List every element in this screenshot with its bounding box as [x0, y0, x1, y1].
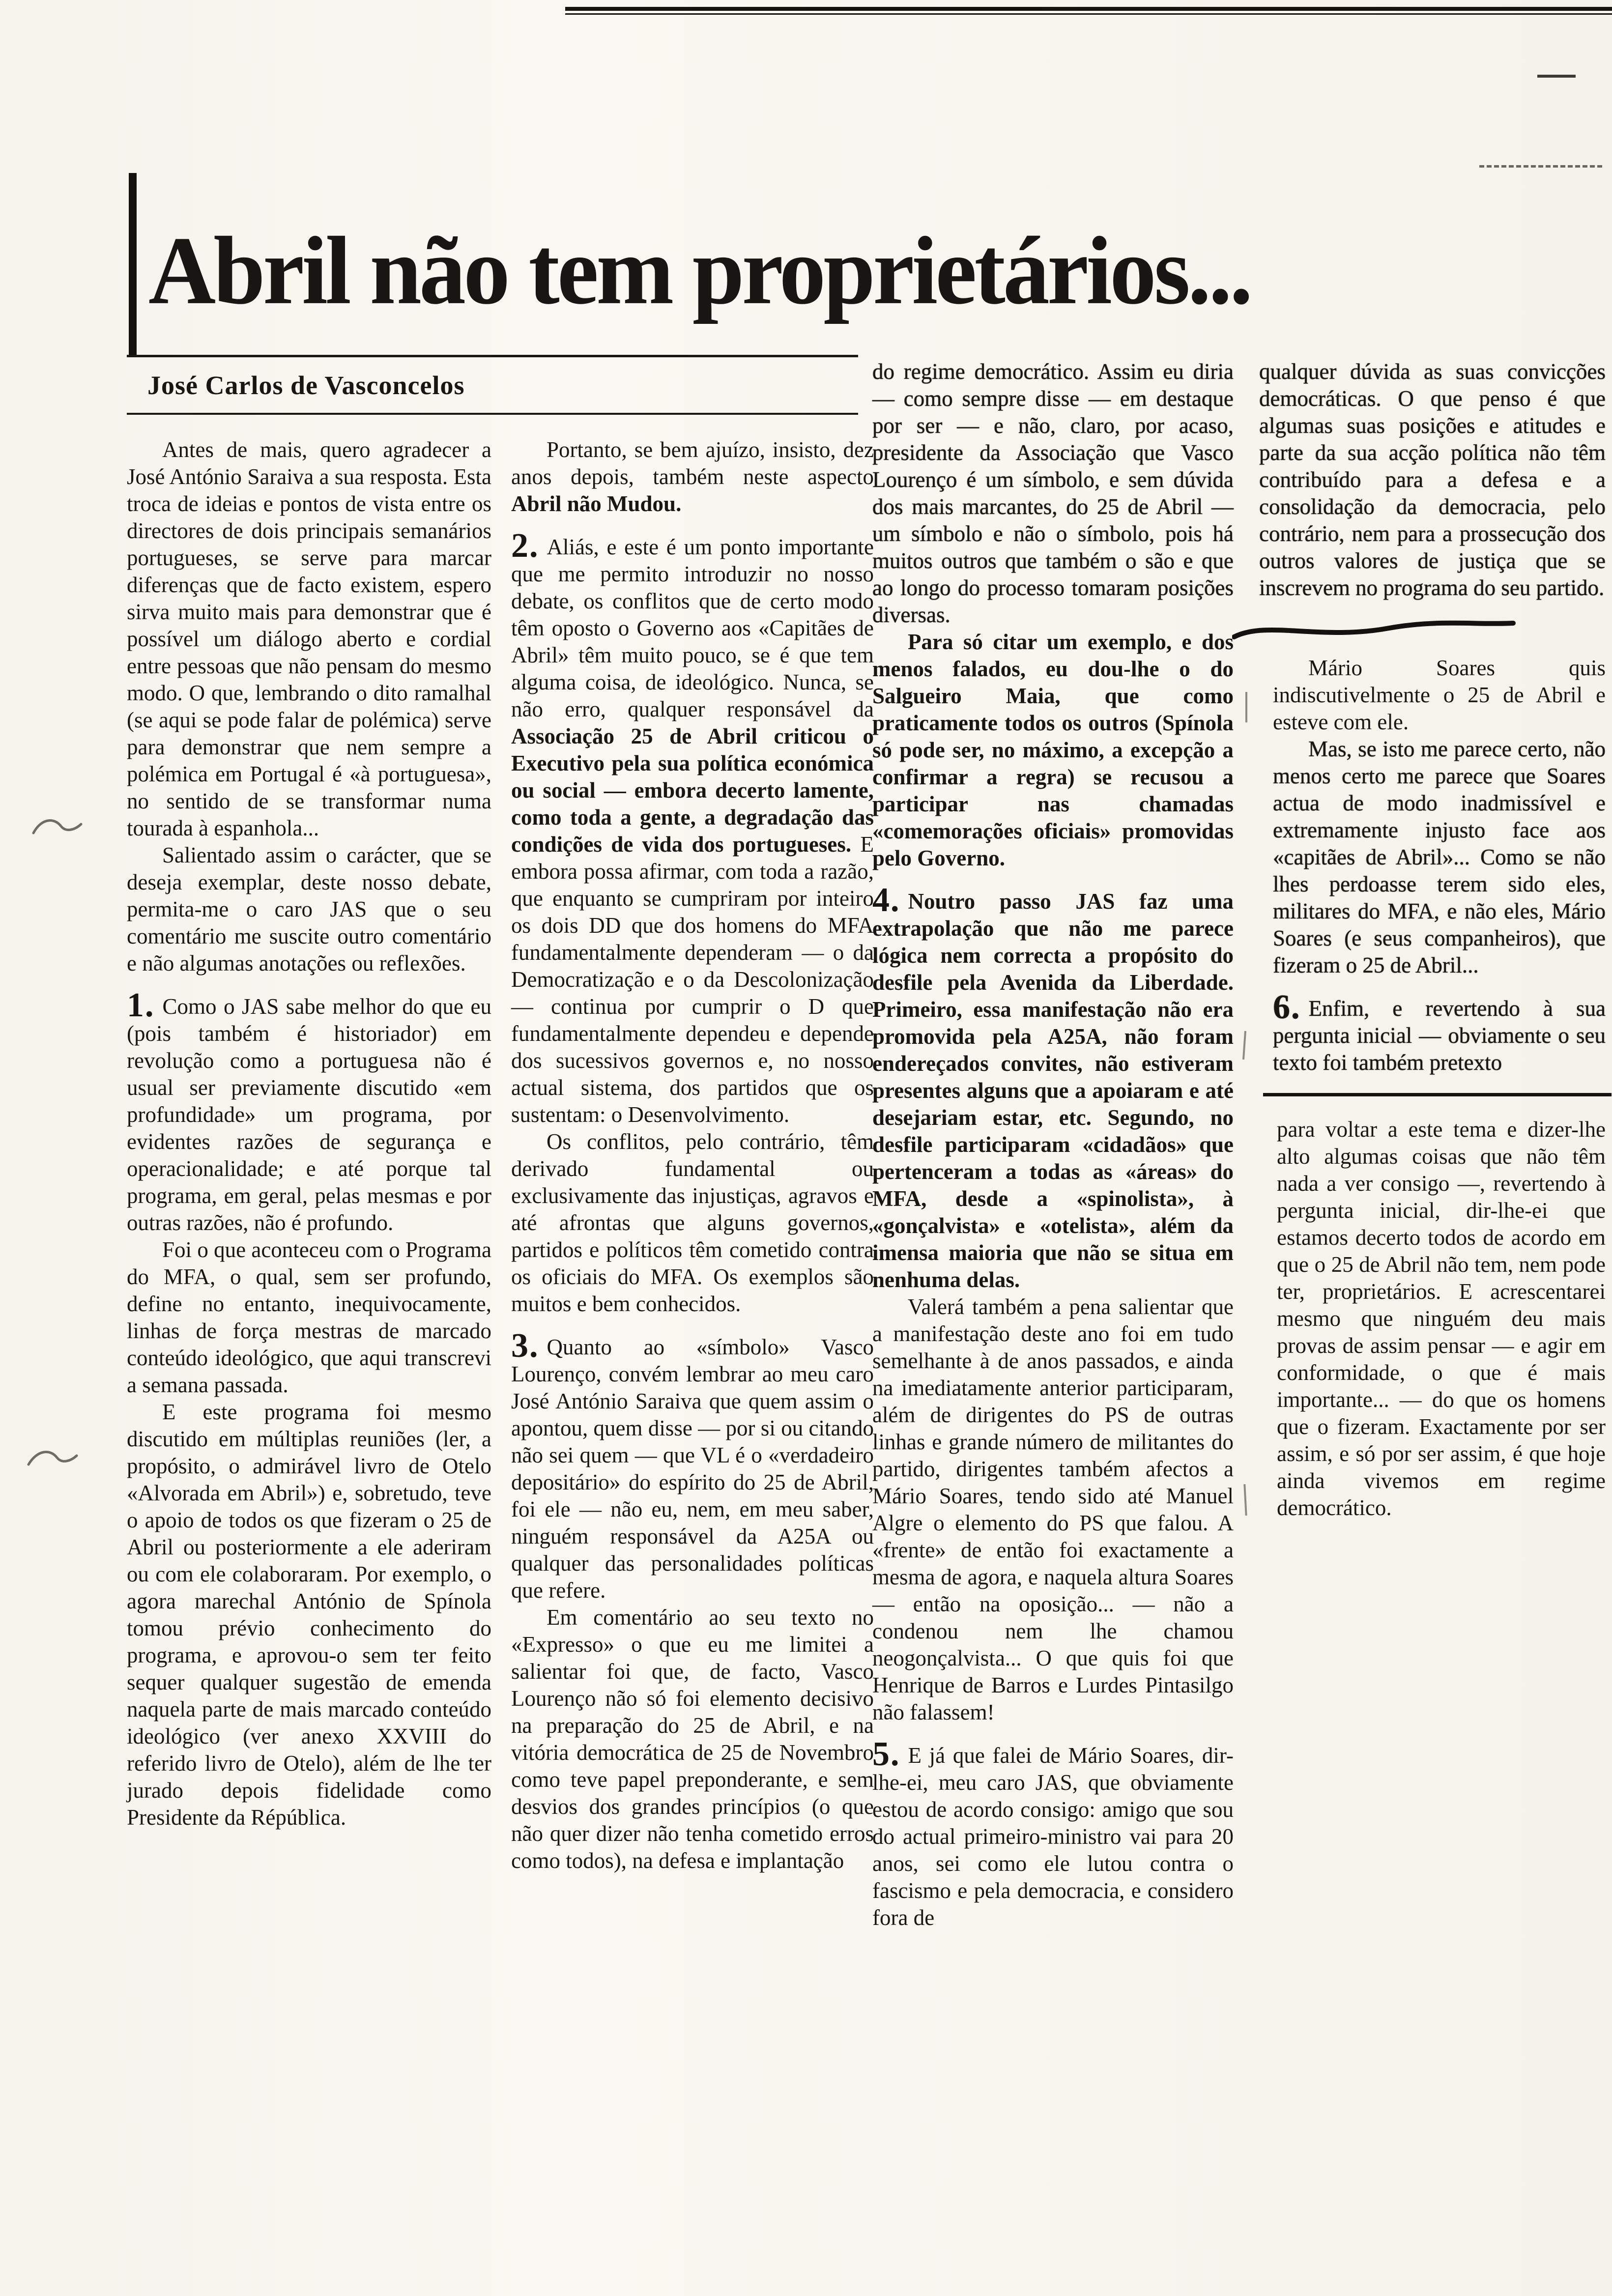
paragraph [127, 842, 491, 977]
paragraph-text: E já que falei de Mário Soares, dir-lhe-ei, meu caro JAS, que obviamente estou de acordo consigo: amigo que sou do actual primeiro-ministro vai para 20 anos, sei como ele lutou contra o fascismo e pela democracia, e considero fora de [872, 1743, 1234, 1930]
section-number: 2. [511, 527, 539, 565]
scan-tick-mark [1242, 1031, 1246, 1060]
article-column-1 [127, 436, 491, 1831]
paragraph [511, 1604, 874, 1874]
paragraph [872, 358, 1234, 629]
paragraph-section-6 [1273, 988, 1606, 1076]
paragraph [511, 436, 874, 517]
paragraph [127, 1236, 491, 1399]
scan-tick-mark [1245, 692, 1247, 722]
section-number: 5. [872, 1735, 900, 1773]
article-byline: José Carlos de Vasconcelos [147, 370, 465, 400]
paragraph [1273, 736, 1606, 979]
scan-dashed-mark [1479, 165, 1602, 168]
paragraph-text: do regime democrático. Assim eu diria — como sempre disse — em destaque por ser — e não, claro, por acaso, presidente da Associação que Vasco Lourenço é um símbolo, e sem dúvida dos mais marcantes, do 25 de Abril — um símbolo e não o símbolo, pois há muitos outros que também o são e que ao longo do processo tomaram posições diversas. [872, 359, 1234, 627]
paragraph-text: Antes de mais, quero agradecer a José António Saraiva a sua resposta. Esta troca de ideias e pontos de vista entre os directores de dois principais semanários portugueses, se serve para marcar diferenças que de facto existem, espero sirva muito mais para demonstrar que é possível um diálogo aberto e cordial entre pessoas que não pensam do mesmo modo. O que, lembrando o dito ramalhal (se aqui se pode falar de polémica) serve para demonstrar que nem sempre a polémica em Portugal é «à portuguesa», no sentido de se transformar numa tourada à espanhola... [127, 437, 491, 840]
paragraph-text: E embora possa afirmar, com toda a razão, que enquanto se cumpriram por inteiro os dois DD que dos homens do MFA fundamentalmente dependeram — o da Democratização e o da Descolonização — continua por cumprir o D que fundamentalmente dependeu e depende dos sucessivos governos e, no nosso actual sistema, dos partidos que os sustentam: o Desenvolvimento. [511, 832, 874, 1127]
paragraph-text: Para só citar um exemplo, e dos menos falados, eu dou-lhe o do Salgueiro Maia, que como praticamente todos os outros (Spínola só pode ser, no máximo, a excepção a confirmar a regra) se recusou a participar nas chamadas «comemorações oficiais» promovidas pelo Governo. [872, 630, 1234, 870]
paragraph-text: para voltar a este tema e dizer-lhe alto algumas coisas que não têm nada a ver consigo —, revertendo à pergunta inicial, dir-lhe-ei que estamos decerto todos de acordo em que o 25 de Abril não tem, nem pode ter, proprietários. E acrescentarei mesmo que ninguém deu mais provas de assim pensar — e agir em conformidade, o que é mais importante... — do que os homens que o fizeram. Exactamente por ser assim, e só por ser assim, é que hoje ainda vivemos em regime democrático. [1277, 1117, 1606, 1520]
article-column-3 [872, 358, 1234, 1931]
paragraph [1259, 358, 1606, 602]
byline-block [127, 355, 858, 415]
scan-squiggle-mark [30, 813, 85, 843]
paragraph-text: Como o JAS sabe melhor do que eu (pois também é historiador) em revolução como a portuguesa não é usual ser previamente discutido «em profundidade» um programa, por evidentes razões de segurança e operacionalidade; e até porque tal programa, em geral, pelas mesmas e por outras razões, não é profundo. [127, 994, 491, 1235]
paragraph-text: Os conflitos, pelo contrário, têm derivado fundamental ou exclusivamente das injustiças, agravos e até afrontas que alguns governos, partidos e políticos têm cometido contra os oficiais do MFA. Os exemplos são muitos e bem conhecidos. [511, 1129, 874, 1316]
paragraph [127, 436, 491, 842]
paragraph-text: Em comentário ao seu texto no «Expresso» o que eu me limitei a salientar foi que, de facto, Vasco Lourenço não só foi elemento decisivo na preparação do 25 de Abril, e na vitória democrática de 25 de Novembro como teve papel preponderante, e sem desvios dos grandes princípios (o que não quer dizer não tenha cometido erros como todos), na defesa e implantação [511, 1605, 874, 1873]
paragraph-text: Enfim, e revertendo à sua pergunta inicial — obviamente o seu texto foi também pretexto [1273, 996, 1606, 1075]
top-double-rule [565, 7, 1612, 15]
paragraph [1273, 655, 1606, 736]
paragraph [1277, 1116, 1606, 1521]
paragraph-text: Aliás, e este é um ponto importante que me permito introduzir no nosso debate, os conflitos que de certo modo têm oposto o Governo aos «Capitães de Abril» têm muito pouco, se é que tem alguma coisa, de ideológico. Nunca, se não erro, qualquer responsável da [511, 535, 874, 721]
section-number: 6. [1273, 988, 1301, 1026]
scan-tick-mark [1243, 1484, 1247, 1516]
paragraph-text: Portanto, se bem ajuízo, insisto, dez anos depois, também neste aspecto [511, 437, 874, 489]
scan-squiggle-mark [26, 1444, 80, 1473]
paragraph-section-5 [872, 1735, 1234, 1931]
article-column-4 [1259, 358, 1606, 1521]
scan-dash-mark [1537, 75, 1576, 78]
column-divider-rule [1263, 1093, 1612, 1096]
section-number: 4. [872, 881, 900, 919]
paragraph-section-4 [872, 881, 1234, 1293]
paragraph-bold-text: Abril não Mudou. [511, 491, 682, 516]
paragraph-text: Foi o que aconteceu com o Programa do MFA, o qual, sem ser profundo, define no entanto, inequivocamente, linhas de força mestras de marcado conteúdo ideológico, que aqui transcrevi a semana passada. [127, 1237, 491, 1397]
paragraph [511, 1128, 874, 1318]
paragraph [127, 1399, 491, 1831]
paragraph-text: E este programa foi mesmo discutido em múltiplas reuniões (ler, a propósito, o admirável livro de Otelo «Alvorada em Abril») e, sobretudo, teve o apoio de todos os que fizeram o 25 de Abril ou posteriormente a ele aderiram ou com ele colaboraram. Por exemplo, o agora marechal António de Spínola tomou prévio conhecimento do programa, e aprovou-o sem ter feito sequer qualquer sugestão de emenda naquela parte de mais marcado conteúdo ideológico (ver anexo XXVIII do referido livro de Otelo), além de lhe ter jurado depois fidelidade como Presidente da Répública. [127, 1400, 491, 1830]
paragraph-bold-text: Associação 25 de Abril criticou o Executivo pela sua política económica ou social — embora decerto lamente, como toda a gente, a degradação das condições de vida dos portugueses. [511, 724, 874, 857]
paragraph-text: qualquer dúvida as suas convicções democráticas. O que penso é que algumas suas posições e atitudes e parte da sua acção política não têm contribuído para a defesa e a consolidação da democracia, pelo contrário, nem para a prossecução dos outros valores de justiça que se inscrevem no programa do seu partido. [1259, 359, 1606, 600]
section-number: 3. [511, 1327, 539, 1365]
paragraph-text: Mas, se isto me parece certo, não menos certo me parece que Soares actua de modo inadmissível e extremamente injusto face aos «capitães de Abril»... Como se não lhes perdoasse terem sido eles, militares do MFA, e não eles, Mário Soares (e seus companheiros), que fizeram o 25 de Abril... [1273, 737, 1606, 977]
paragraph-text: Mário Soares quis indiscutivelmente o 25 de Abril e esteve com ele. [1273, 656, 1606, 734]
paragraph-text: Valerá também a pena salientar que a manifestação deste ano foi em tudo semelhante à de anos passados, e ainda na imediatamente anterior participaram, além de dirigentes do PS de outras linhas e grande número de militantes do partido, dirigentes também afectos a Mário Soares, tendo sido até Manuel Algre o elemento do PS que falou. A «frente» de então foi exactamente a mesma de agora, e naquela altura Soares — então na oposição... — não a condenou nem lhe chamou neogonçalvista... O que quis foi que Henrique de Barros e Lurdes Pintasilgo não falassem! [872, 1294, 1234, 1724]
headline-left-bar [129, 173, 137, 356]
article-headline: Abril não tem proprietários... [148, 217, 1251, 325]
paragraph-text: Salientado assim o carácter, que se deseja exemplar, deste nosso debate, permita-me o caro JAS que o seu comentário me suscite outro comentário e não algumas anotações ou reflexões. [127, 843, 491, 976]
article-column-2 [511, 436, 874, 1874]
paragraph-section-3 [511, 1326, 874, 1604]
swoosh-separator [1232, 615, 1606, 647]
paragraph-section-2 [511, 526, 874, 1128]
section-number: 1. [127, 986, 155, 1024]
paragraph [872, 629, 1234, 872]
paragraph-text: Quanto ao «símbolo» Vasco Lourenço, convém lembrar ao meu caro José António Saraiva que quem assim o apontou, quem disse — por si ou citando não sei quem — que VL é o «verdadeiro depositário» do espírito do 25 de Abril, foi ele — não eu, nem, em meu saber, ninguém responsável da A25A ou qualquer das personalidades políticas que refere. [511, 1335, 874, 1603]
paragraph-section-1 [127, 986, 491, 1236]
paragraph-text: Noutro passo JAS faz uma extrapolação que não me parece lógica nem correcta a propósito do desfile pela Avenida da Liberdade. Primeiro, essa manifestação não era promovida pela A25A, não foram endereçados convites, não estiveram presentes alguns que a apoiaram e até desejariam estar, etc. Segundo, no desfile participaram «cidadãos» que pertenceram a todas as «áreas» do MFA, desde a «spinolista», à «gonçalvista» e «otelista», além da imensa maioria que não se situa em nenhuma delas. [872, 889, 1234, 1292]
paragraph [872, 1293, 1234, 1726]
